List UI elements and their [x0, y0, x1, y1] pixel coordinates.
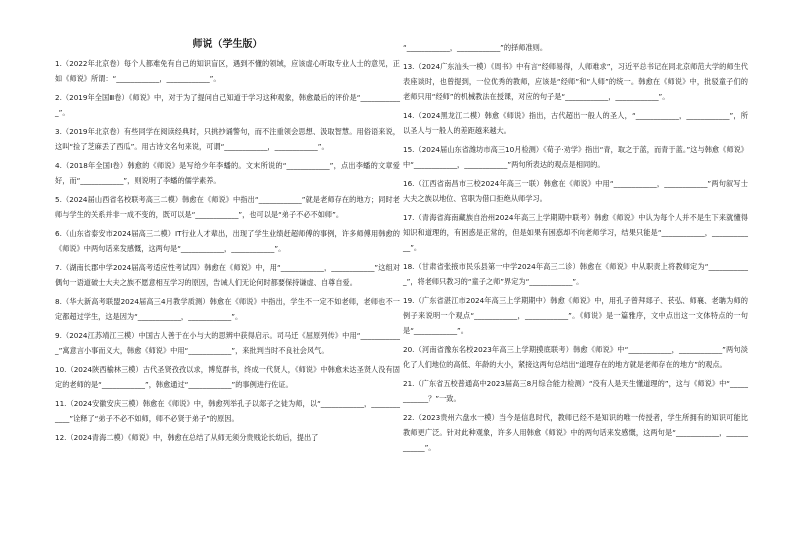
page-title: 师说（学生版） — [192, 39, 263, 50]
question-item: 19.（广东省湛江市2024年高三上学期期中）韩愈《师说》中，用孔子曾拜郯子、苌弘、师襄、老聃为师的例子来说明一个观点“____________，____________”。《师说》是一篇雅序，文中点出这一文体特点的一句是“____________”。 — [403, 296, 748, 335]
question-item: 20.（河南省豫东名校2023年高三上学期摸底联考）韩愈《师说》中“____________，____________”两句淡化了人们地位的高低、年龄的大小，紧接这两句总结出“道理存在的地方就是老师存在的地方”的观点。 — [403, 345, 748, 369]
right-column — [403, 0, 748, 459]
question-item: 17.（青海省海南藏族自治州2024年高三上学期期中联考）韩愈《师说》中认为每个人并不是生下来就懂得知识和道理的，有困惑是正常的，但是如果有困惑却不向老师学习，结果只能是“____________，____________”。 — [403, 213, 748, 252]
question-item: 9.（2024江苏靖江三模）中国古人善于在小与大的思辨中获得启示。司马迁《屈原列传》中用“____________”寓意言小事而义大，韩愈《师说》中用“____________”，来批判当时不良社会风气。 — [55, 331, 400, 355]
question-item: 3.（2019年北京卷）有些同学在阅读经典时，只挑抄诵警句，而不注重领会思想、汲取智慧。用俗语来说，这叫“捡了芝麻丢了西瓜”。用古诗文名句来说，可谓“____________，____________”。 — [55, 127, 400, 151]
question-item: 1.（2022年北京卷）每个人都难免有自己的知识盲区，遇到不懂的领域，应该虚心听取专业人士的意见，正如《师说》所谓：“____________，____________”。 — [55, 59, 400, 83]
question-continuation: “____________，____________”的择师准则。 — [403, 43, 548, 52]
question-item: 4.（2018年全国Ⅰ卷）韩愈的《师说》是写给少年李蟠的。文末所说的“____________”，点出李蟠的文章爱好，而“____________”，则说明了李蟠的儒学素养。 — [55, 161, 400, 185]
question-item: 22.（2023贵州六盘水一模）当今是信息时代，教师已经不是知识的唯一传授者，学生所拥有的知识可能比教师更广泛。针对此种观象，许多人用韩愈《师说》中的两句话来发感慨，这两句是“____________，____________”。 — [403, 413, 748, 452]
question-item: 7.（湖南长郡中学2024届高考适应性考试四）韩愈在《师说》中，用“____________，____________”这组对偶句一语道破士大夫之族不愿意相互学习的原因，告诫人们无论何时都要保持谦虚、自尊自爱。 — [55, 263, 400, 287]
question-item: 8.（华大新高考联盟2024届高三4月教学质测）韩愈在《师说》中指出，学生不一定不如老师，老师也不一定都超过学生，这是因为“____________，____________”。 — [55, 297, 400, 321]
question-item: 13.（2024广东汕头一模）《周书》中有言“经师易得，人师难求”，习近平总书记在同北京师范大学的师生代表座谈时，也曾提到，一位优秀的教师，应该是“经师”和“人师”的统一。韩愈在《师说》中，批驳童子们的老师只用“经师”的机械教法在授课，对应的句子是“____________，____________”。 — [403, 62, 748, 101]
question-item: 14.（2024黑龙江二模）韩愈《师说》指出，古代超出一般人的圣人，“____________，____________”，所以圣人与一般人的差距越来越大。 — [403, 111, 748, 135]
question-item: 10.（2024陕西榆林三模）古代圣贤孜孜以求，博览群书，终成一代贤人，《师说》中韩愈未达圣贤人没有固定的老师的是“____________”，韩愈通过“____________”的事例进行佐证。 — [55, 365, 400, 389]
question-item: 2.（2019年全国Ⅲ卷）《师说》中，对于为了提问自己知道于学习这种观象，韩愈最后的评价是“____________”。 — [55, 93, 400, 117]
question-item: 6.（山东省泰安市2024届高三二模）IT行业人才辈出，出现了学生业绩赶超师傅的事例，许多师傅用韩愈的《师说》中两句话来发感慨，这两句是“____________，____________”。 — [55, 229, 400, 253]
question-item: 11.（2024安徽安庆三模）韩愈在《师说》中，韩愈列举孔子以郯子之徒为师，以“____________，____________”诠释了“弟子不必不如师，师不必贤于弟子”的原因。 — [55, 399, 400, 423]
question-item: 18.（甘肃省张掖市民乐县第一中学2024年高三二诊）韩愈在《师说》中从职责上将教师定为“____________”，将老师只教习的“童子之师”界定为“____________”。 — [403, 262, 748, 286]
question-item: 16.（江西省南昌市三校2024年高三一联）韩愈在《师说》中用“____________，____________”两句叙写士大夫之族以地位、官职为借口拒绝从师学习。 — [403, 179, 748, 203]
question-item: 21.（广东省五校普通高中2023届高三8月综合能力检测）“没有人是天生懂道理的”，这与《师说》中“____________？”一致。 — [403, 379, 748, 403]
question-item: 15.（2024届山东省潍坊市高三10月检测）《荀子·劝学》指出“青，取之于蓝，而青于蓝。”这与韩愈《师说》中“____________，____________”两句所表达的观点是相同的。 — [403, 145, 748, 169]
question-item: 5.（2024届山西省名校联考高三二模）韩愈在《师说》中指出“____________”就是老师存在的地方；同时老师与学生的关系并非一成不变的，既可以是“____________”，也可以是“弟子不必不如师”。 — [55, 195, 400, 219]
left-column — [55, 0, 400, 449]
question-item: 12.（2024青海二模）《师说》中，韩愈在总结了从师无须分贵贱论长幼后，提出了 — [55, 433, 319, 442]
